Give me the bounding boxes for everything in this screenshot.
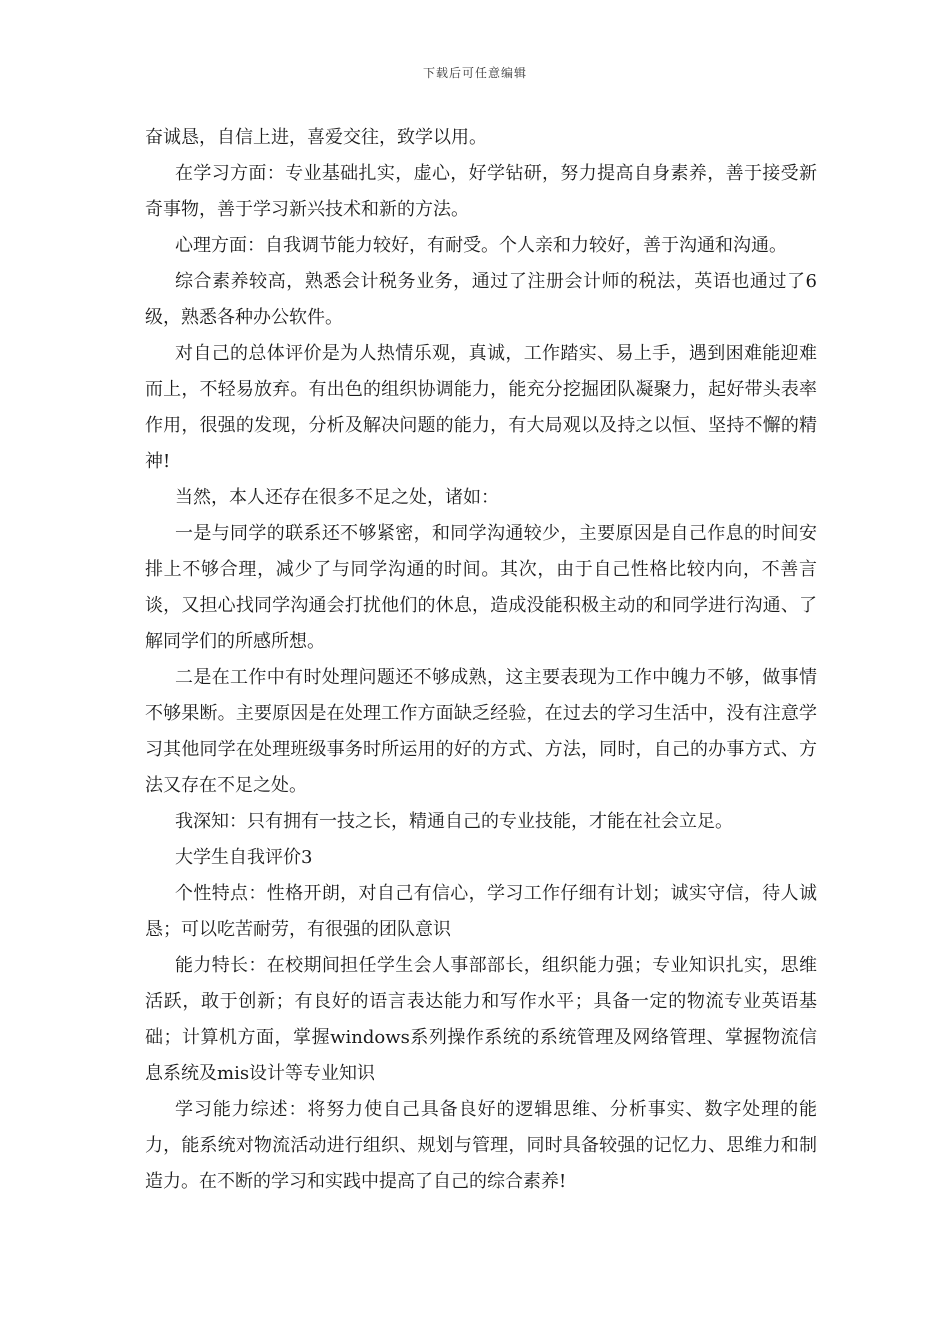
paragraph: 心理方面：自我调节能力较好，有耐受。个人亲和力较好，善于沟通和沟通。 xyxy=(175,235,787,256)
paragraph: 能力特长：在校期间担任学生会人事部部长，组织能力强；专业知识扎实，思维活跃，敢于创新；有良好的语言表达能力和写作水平；具备一定的物流专业英语基础；计算机方面，掌握windows系列操作系统的系统管理及网络管理、掌握物流信息系统及mis设计等专业知识 xyxy=(145,955,817,1084)
paragraph: 一是与同学的联系还不够紧密，和同学沟通较少，主要原因是自己作息的时间安排上不够合理，减少了与同学沟通的时间。其次，由于自己性格比较内向，不善言谈，又担心找同学沟通会打扰他们的休息，造成没能积极主动的和同学进行沟通、了解同学们的所感所想。 xyxy=(145,523,817,652)
paragraph: 对自己的总体评价是为人热情乐观，真诚，工作踏实、易上手，遇到困难能迎难而上，不轻易放弃。有出色的组织协调能力，能充分挖掘团队凝聚力，起好带头表率作用，很强的发现，分析及解决问题的能力，有大局观以及持之以恒、坚持不懈的精神! xyxy=(145,343,817,472)
paragraph: 当然，本人还存在很多不足之处，诸如： xyxy=(175,487,499,508)
paragraph: 综合素养较高，熟悉会计税务业务，通过了注册会计师的税法，英语也通过了6级，熟悉各种办公软件。 xyxy=(145,271,817,328)
section-heading: 大学生自我评价3 xyxy=(175,847,313,868)
paragraph: 在学习方面：专业基础扎实，虚心，好学钻研，努力提高自身素养，善于接受新奇事物，善于学习新兴技术和新的方法。 xyxy=(145,163,817,220)
page-header: 下载后可任意编辑 xyxy=(422,66,527,80)
paragraph: 个性特点：性格开朗，对自己有信心，学习工作仔细有计划；诚实守信，待人诚恳；可以吃苦耐劳，有很强的团队意识 xyxy=(145,883,817,940)
paragraph: 二是在工作中有时处理问题还不够成熟，这主要表现为工作中魄力不够，做事情不够果断。主要原因是在处理工作方面缺乏经验，在过去的学习生活中，没有注意学习其他同学在处理班级事务时所运用的好的方式、方法，同时，自己的办事方式、方法又存在不足之处。 xyxy=(145,667,817,796)
paragraph: 学习能力综述：将努力使自己具备良好的逻辑思维、分析事实、数字处理的能力，能系统对物流活动进行组织、规划与管理，同时具备较强的记忆力、思维力和制造力。在不断的学习和实践中提高了自己的综合素养! xyxy=(145,1099,817,1192)
paragraph: 奋诚恳，自信上进，喜爱交往，致学以用。 xyxy=(145,127,487,148)
document-body xyxy=(145,120,817,1200)
paragraph: 我深知：只有拥有一技之长，精通自己的专业技能，才能在社会立足。 xyxy=(175,811,733,832)
